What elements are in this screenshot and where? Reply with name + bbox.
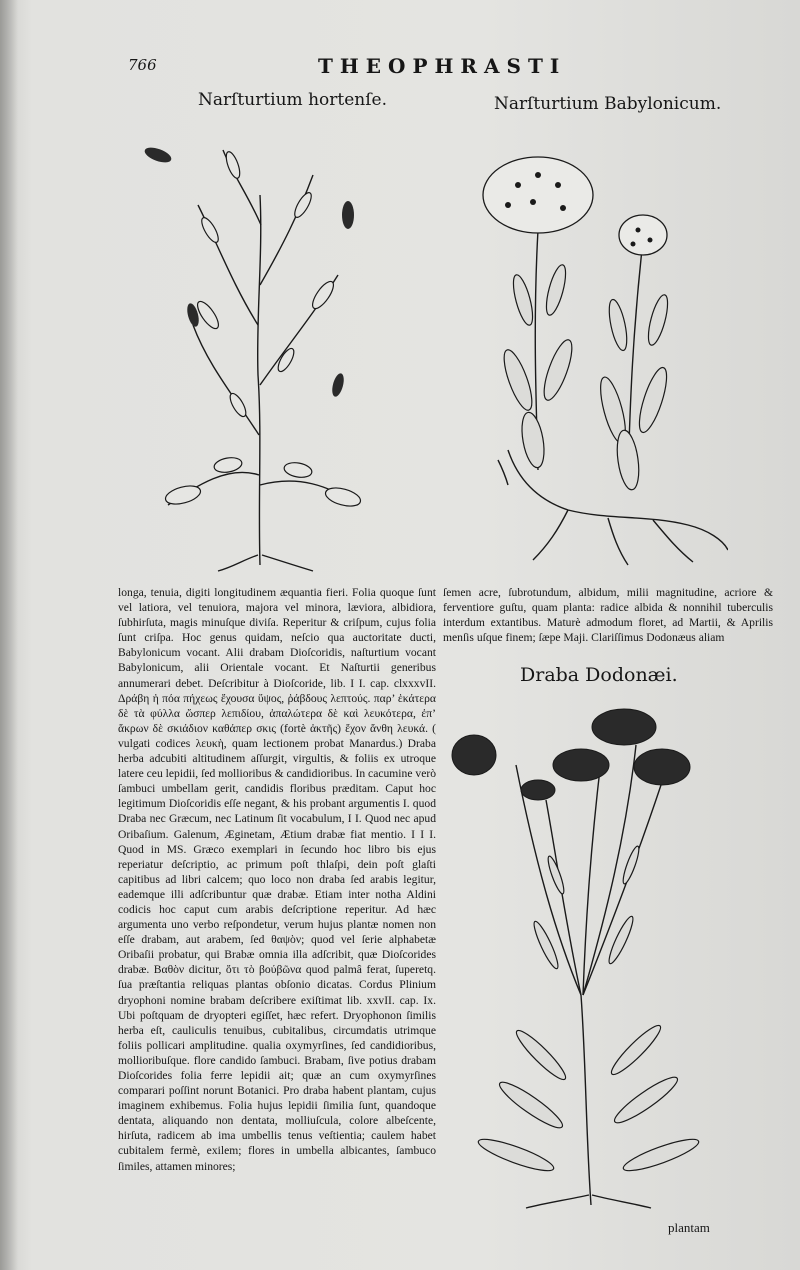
left-column-text: longa, tenuia, digiti longitudinem æquantia fieri. Folia quoque ſunt vel latiora, vel tenuiora, majora vel minora, læviora, albidiora, ſubhirſuta, magis minuſque diviſa. Reperitur & criſpum, cujus folia ſunt criſpa. Hoc genus quidam, neſcio qua auctoritate ducti, Babylonicum vocant. Alii drabam Dioſcoridis, naſturtium vocant Babylonicum, alii Orientale vocant. Et Naſturtii generibus annumerari debet. Deſcribitur à Dioſcoride, lib. I I. cap. clxxxvII. Δράβη ἡ πόα πήχεως ἔχουσα ὕψος, ῥάβδους λεπτούς. παρ’ ἑκάτερα δὲ τὰ φύλλα ὥσπερ λεπιδίου, ἁπαλώτερα δὲ καὶ λευκότερα, ἐπ’ ἄκρων δὲ σκιάδιον καθάπερ σκις (fortè ἀκτῆς) ἔχον ἄνθη λευκά. ( vulgati codices λευκὴ, quam lectionem probat Manardus.) Draba herba adcubiti altitudinem aſſurgit, virgultis, & foliis ex utroque latere ceu lepidii, ſed mollioribus & candidioribus. In cacumine verò ſambuci umbellam gerit, candidis floribus præditam. Caput hoc legitimum Dioſcoridis eſſe negant, & his probant argumentis I. quod Draba nec Græcum, nec Latinum ſit vocabulum, I I. Quod nec apud Oribaſium. Galenum, Æginetam, Ætium drabæ fiat mentio. I I I. Quod in MS. Græco exemplari in ſecundo hoc libro bis ejus reperiatur deſcriptio, ac primum poſt thlaſpi, dein poſt glaſti capitibus ad libri calcem; quo loco non draba ſed arabis legitur, eademque illi adſcribuntur quæ drabæ. Etiam inter notha Aldini codicis hoc caput cum arabis deſcriptione reperitur. Ad hæc argumenta uno verbo reſpondetur, verum hujus plantæ nomen non eſſe drabam, aut arabem, ſed θαψὸν; quod vel ſerie alphabetæ Oribaſii probatur, qui Brabæ omnia illa adſcribit, quæ Dioſcorides drabæ. Βαθὸν dicitur, ὅτι τὸ βούβῶνα quod palmâ ferat, ſuperetq. ſua præſtantia reliquas plantas obſonio dicatas. Cordus Plinium dryophoni nomine brabam deſcribere exiſtimat lib. xxvII. cap. Ix. Ubi poſtquam de dryopteri egiſſet, hæc refert. Dryophonon ſimilis herba eſt, cauliculis tenuibus, cubitalibus, circumdatis utrimque foliis pollicari amplitudine. qualia oxymyrſines, ſed candidioribus, mollioribuſque. flore candido ſambuci. Brabam, ſive potius drabam Dioſcorides folia ferre lepidii ait; quæ an cum oxymyrſines comparari poſſint norunt Botanici. Pro draba habent plantam, cujus imaginem exhibemus. Folia hujus lepidii ſimilia ſunt, quandoque dentata, aliquando non dentata, molliuſcula, colore albeſcente, hirſuta, radicem ab ima umbellis tenus veſtientia; caulem habet cubitalem fermè, exilem; flores in umbella albicantes, ſambuco ſimiles, attamen minores; [118,586,436,1173]
caption-narsturtium-babylonicum: Narſturtium Babylonicum. [494,94,722,114]
body-text-right-column [443,585,773,660]
caption-draba-dodonaei: Draba Dodonæi. [520,664,678,686]
woodcut-narsturtium-babylonicum-illustration [478,140,728,570]
woodcut-narsturtium-hortense-illustration [138,135,388,575]
page-number: 766 [128,56,157,74]
catchword: plantam [668,1220,710,1235]
caption-narsturtium-hortense: Narſturtium hortenſe. [198,90,387,110]
woodcut-draba-dodonaei-illustration [446,705,736,1210]
right-column-text: ſemen acre, ſubrotundum, albidum, milii magnitudine, acriore & ferventiore guſtu, quam planta: radice albida & nonnihil tuberculis interdum extantibus. Maturè admodum floret, ad Martii, & Aprilis menſis uſque finem; ſæpe Maji. Clariſſimus Dodonæus aliam [443,586,773,645]
gutter-shadow [0,0,18,1270]
body-text-left-column [118,585,436,1215]
running-title: THEOPHRASTI [318,54,567,78]
